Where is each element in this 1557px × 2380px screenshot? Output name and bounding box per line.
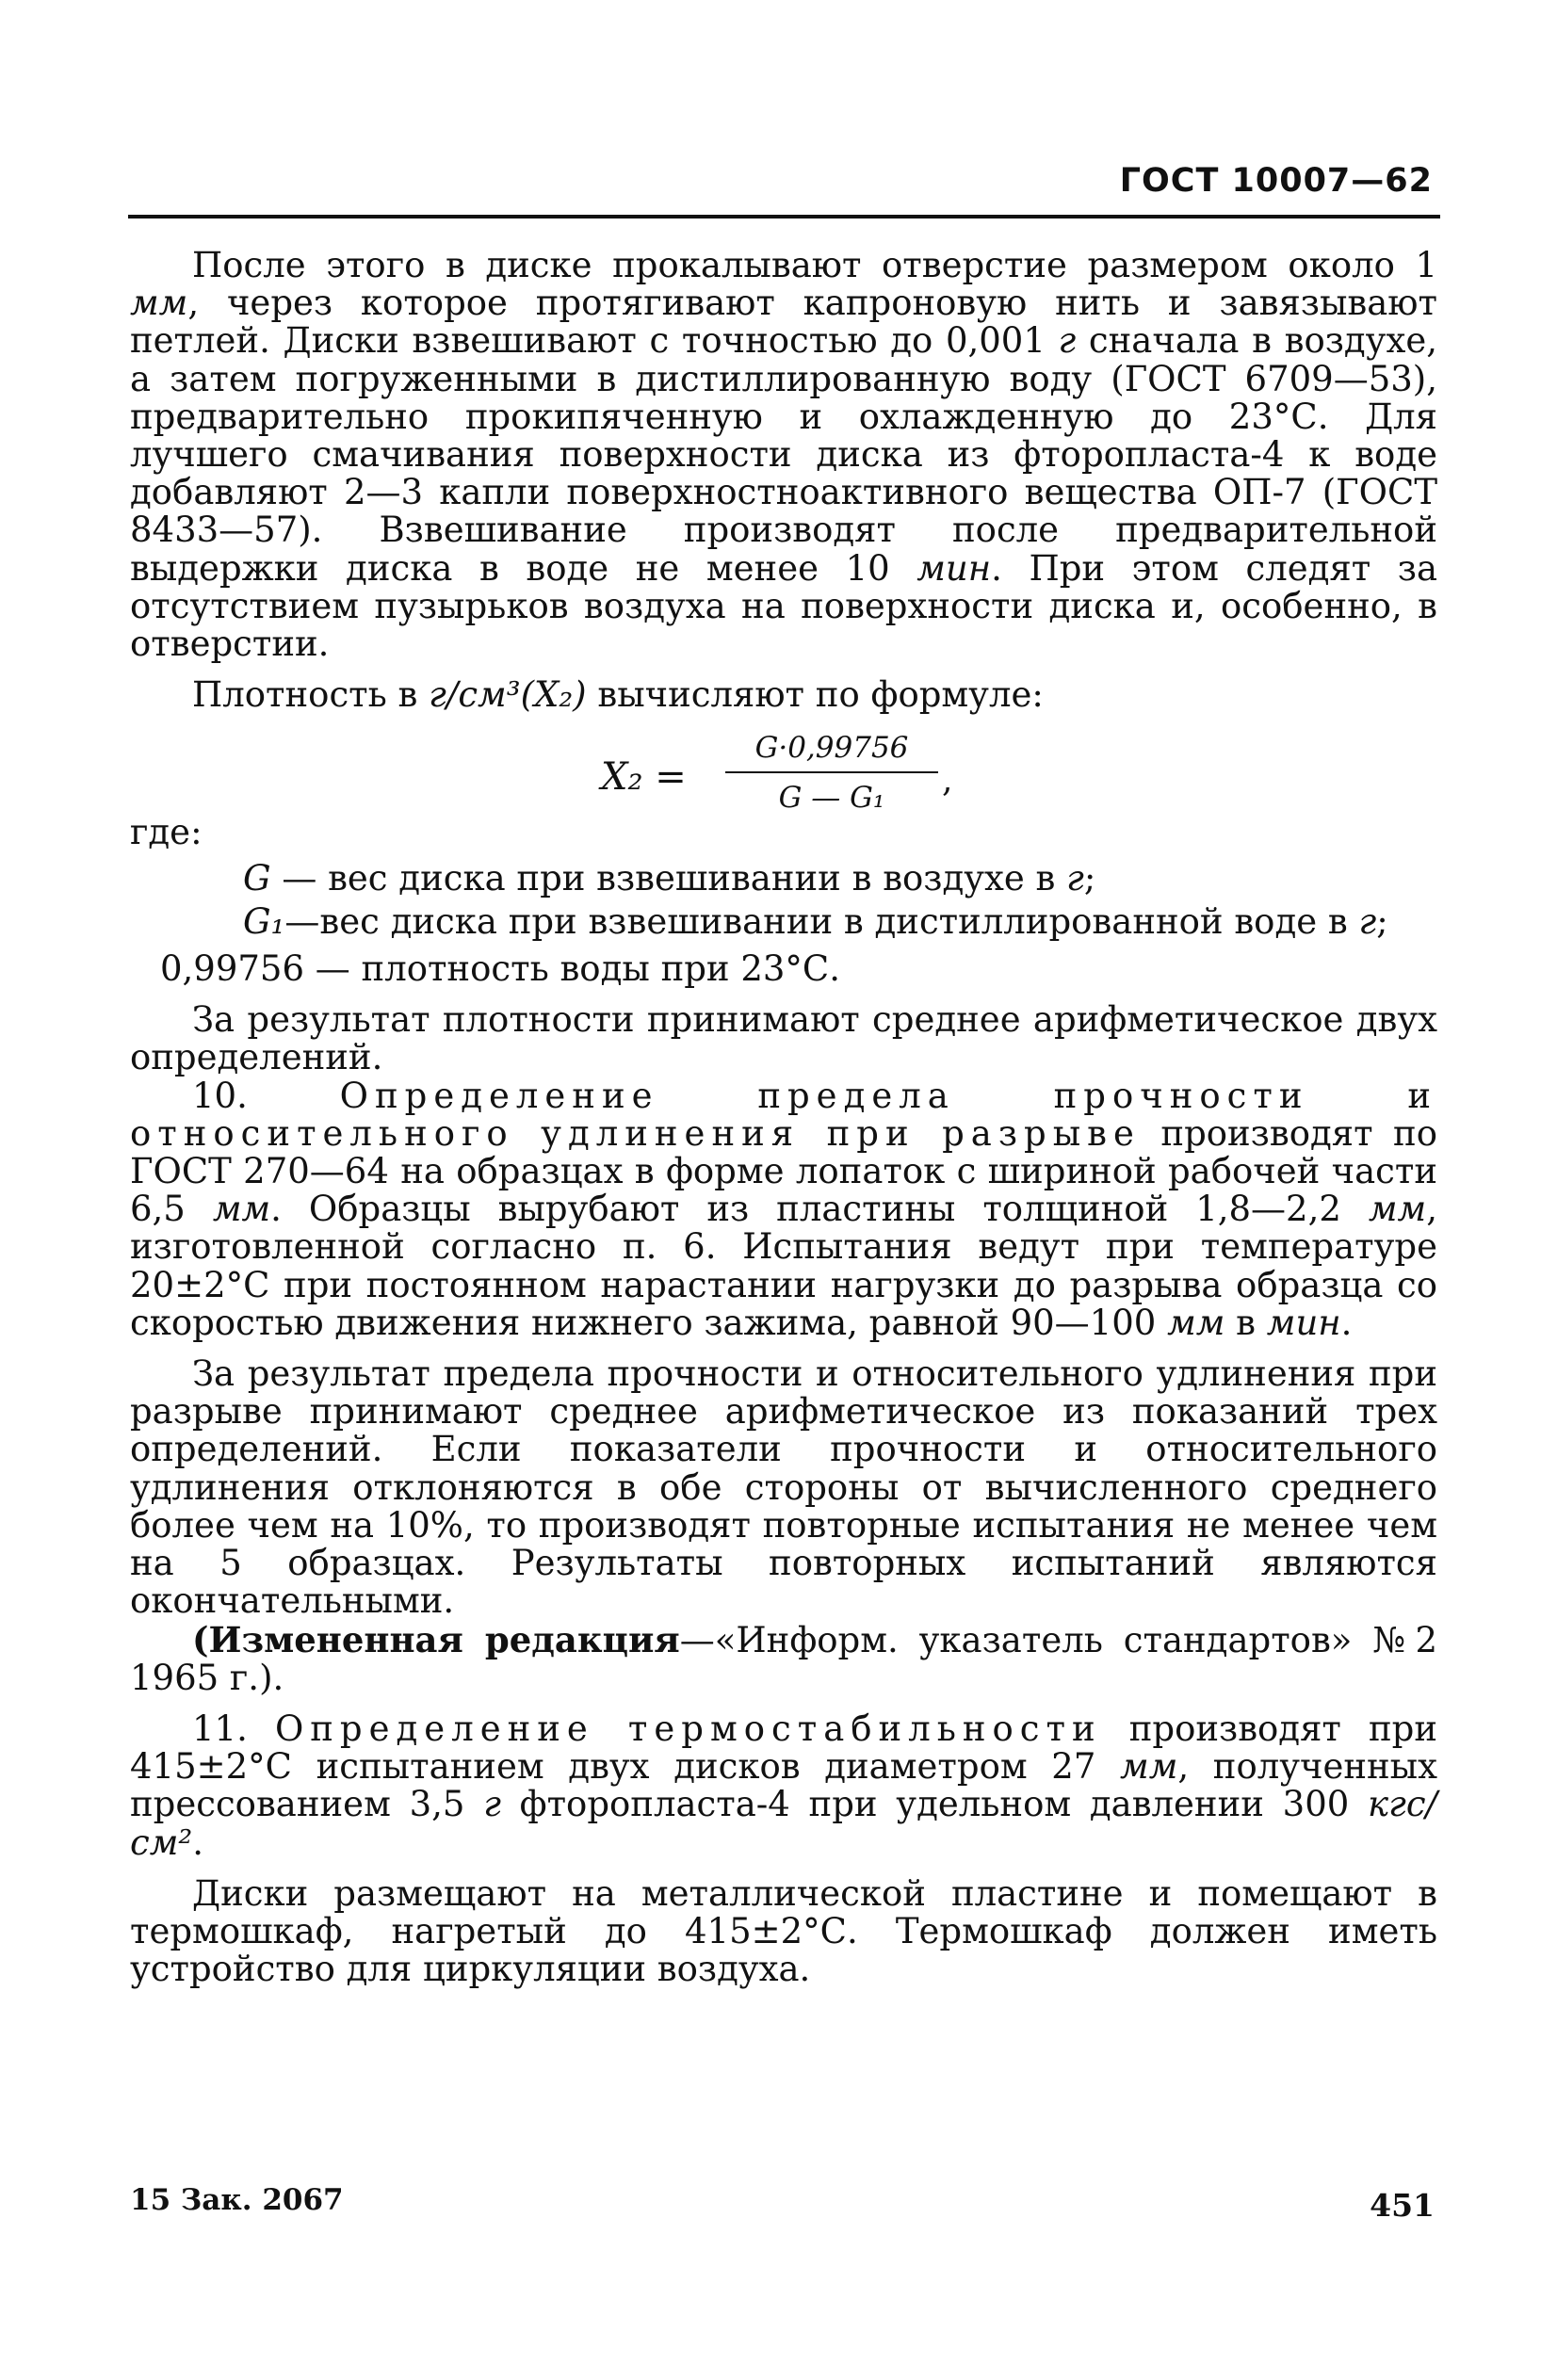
where-label: где: xyxy=(130,812,203,853)
section-10-title: Определение предела прочности и относительного удлинения при разрыве xyxy=(130,1075,1437,1154)
paragraph-density-result: За результат плотности принимают среднее арифметическое двух определений. xyxy=(130,999,1437,1078)
print-order-number: 15 Зак. 2067 xyxy=(130,2183,344,2217)
amendment-note: (Измененная редакция—«Информ. указатель стандартов» №2 1965 г.). xyxy=(130,1618,1437,1698)
amendment-label: (Измененная редакция xyxy=(192,1618,680,1660)
formula-numerator: G·0,99756 xyxy=(754,731,909,766)
formula-comma: , xyxy=(942,761,953,801)
formula-denominator: G — G₁ xyxy=(778,780,885,815)
page-body xyxy=(130,247,1437,1988)
formula-fraction xyxy=(725,729,938,816)
paragraph-density-intro: Плотность в г/см³(X₂) вычисляют по формуле: xyxy=(192,674,1044,716)
density-formula xyxy=(130,718,1437,831)
section-11-title: Определение термостабильности xyxy=(274,1708,1102,1749)
paragraph-discs-placement: Диски размещают на металлической пластине и помещают в термошкаф, нагретый до 415±2°С. Термошкаф должен иметь устройство для циркуляции воздуха. xyxy=(130,1872,1437,1990)
definition-g: G — вес диска при взвешивании в воздухе в г; xyxy=(243,857,1096,899)
paragraph-strength-result: За результат предела прочности и относительного удлинения при разрыве принимают среднее арифметическое из показаний трех определений. Если показатели прочности и относительного удлинения отклоняются в обе стороны от вычисленного среднего более чем на 10%, то производят повторные испытания не менее чем на 5 образцах. Результаты повторных испытаний являются окончательными. xyxy=(130,1353,1437,1622)
page-header xyxy=(128,156,1440,219)
page-footer xyxy=(130,2183,1440,2230)
section-11-thermostability: 11. Определение термостабильности производят при 415±2°С испытанием двух дисков диаметром 27 мм, полученных прессованием 3,5 г фторопласта-4 при удельном давлении 300 кгс/см². xyxy=(130,1708,1438,1863)
definition-g1: G₁—вес диска при взвешивании в дистиллированной воде в г; xyxy=(243,900,1388,942)
formula-lhs: X₂ = xyxy=(601,755,687,800)
definition-water-density: 0,99756 — плотность воды при 23°С. xyxy=(160,948,840,990)
paragraph-disc-weighing: После этого в диске прокалывают отверстие размером около 1 мм, через которое протягивают капроновую нить и завязывают петлей. Диски взвешивают с точностью до 0,001 г сначала в воздухе, а затем погруженными в дистиллированную воду (ГОСТ 6709—53), предварительно прокипяченную и охлажденную до 23°С. Для лучшего смачивания поверхности диска из фторопласта-4 к воде добавляют 2—3 капли поверхностноактивного вещества ОП-7 (ГОСТ 8433—57). Взвешивание производят после предварительной выдержки диска в воде не менее 10 мин. При этом следят за отсутствием пузырьков воздуха на поверхности диска и, особенно, в отверстии. xyxy=(130,245,1438,665)
page-number: 451 xyxy=(1370,2187,1435,2224)
standard-number: ГОСТ 10007—62 xyxy=(1119,162,1433,200)
section-10-strength: 10. Определение предела прочности и относительного удлинения при разрыве производят по ГОСТ 270—64 на образцах в форме лопаток с шириной рабочей части 6,5 мм. Образцы вырубают из пластины толщиной 1,8—2,2 мм, изготовленной согласно п. 6. Испытания ведут при температуре 20±2°С при постоянном нарастании нагрузки до разрыва образца со скоростью движения нижнего зажима, равной 90—100 мм в мин. xyxy=(130,1075,1437,1343)
